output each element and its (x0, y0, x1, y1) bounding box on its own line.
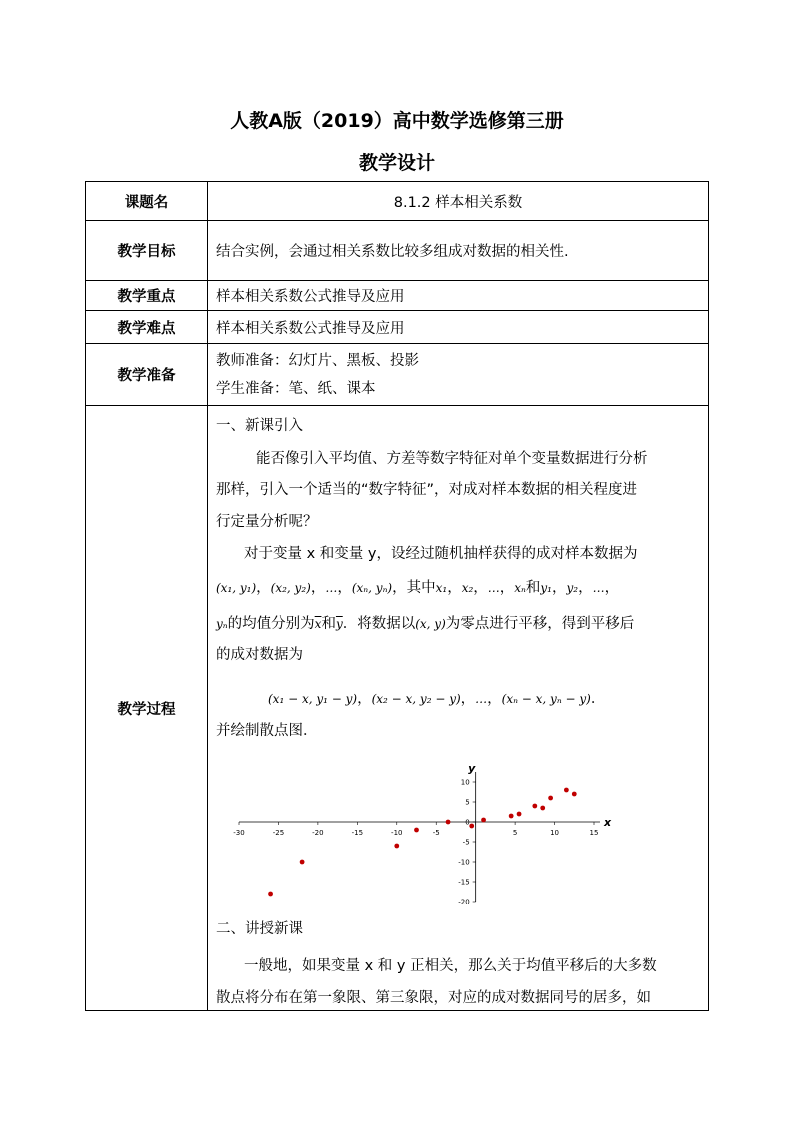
y-tick-label: -20 (458, 898, 470, 904)
y-tick-label: -10 (458, 858, 470, 867)
row-label: 教学过程 (86, 406, 208, 1011)
data-point (469, 824, 474, 829)
teacher-prep: 教师准备：幻灯片、黑板、投影 (216, 352, 419, 369)
section-heading: 二、讲授新课 (216, 921, 303, 937)
paragraph-line (216, 612, 634, 633)
lesson-table (85, 181, 709, 1011)
text-run: 和 (525, 580, 541, 596)
x-tick-label: -25 (272, 829, 285, 837)
shifted-data-formula: (x₁ − x, y₁ − y)，(x₂ − x, y₂ − y)，…，(xₙ − x, yₙ − y)． (268, 691, 606, 707)
math-ellipsis: … (325, 581, 338, 595)
data-point (268, 892, 273, 897)
math-ellipsis: … (592, 581, 605, 595)
data-point (564, 788, 569, 793)
paragraph-line: 一般地，如果变量 x 和 y 正相关，那么关于均值平移后的大多数 (244, 958, 657, 974)
row-label: 教学准备 (86, 344, 208, 406)
data-point (414, 828, 419, 833)
paragraph-line: 行定量分析呢？ (216, 514, 318, 530)
data-point (517, 812, 522, 817)
math-pair: (x₁ − x, y₁ − y) (268, 692, 358, 706)
teaching-goal: 结合实例，会通过相关系数比较多组成对数据的相关性. (208, 221, 709, 281)
teaching-preparation (208, 344, 709, 406)
table-row (86, 406, 709, 1011)
y-tick-label: 5 (465, 798, 470, 807)
y-axis-label: y (468, 764, 476, 775)
paragraph-line: (x₁, y₁)，(x₂, y₂)，…，(xₙ, yₙ)，其中x₁，x₂，…，xₙ和y₁，y₂，…， (216, 580, 620, 596)
math-pair: (xₙ − x, yₙ − y) (501, 692, 591, 706)
y-tick-label: -15 (458, 878, 470, 887)
paragraph-line: 对于变量 x 和变量 y，设经过随机抽样获得的成对样本数据为 (244, 546, 638, 562)
section-heading: 一、新课引入 (216, 418, 303, 434)
data-point (509, 814, 514, 819)
table-row (86, 311, 709, 344)
row-label: 教学难点 (86, 311, 208, 344)
row-label: 教学重点 (86, 281, 208, 311)
text-run: 为零点进行平移，得到平移后 (445, 616, 635, 632)
math-var: x₂ (461, 581, 474, 595)
x-tick-label: 10 (550, 829, 560, 837)
table-row (86, 221, 709, 281)
math-var: y₁ (540, 581, 552, 595)
lesson-topic: 8.1.2 样本相关系数 (208, 182, 709, 221)
table-row (86, 281, 709, 311)
y-tick-label: -5 (462, 838, 470, 847)
text-run: 和 (321, 616, 336, 632)
math-var: yₙ (216, 617, 228, 631)
x-tick-label: 15 (589, 829, 599, 837)
y-tick-label: 10 (460, 778, 470, 787)
math-pair: (x₂ − x, y₂ − y) (371, 692, 461, 706)
table-row (86, 344, 709, 406)
math-center: (x, y) (415, 617, 446, 631)
data-point (446, 820, 451, 825)
x-tick-label: -10 (391, 829, 403, 837)
math-pair: (x₁, y₁) (216, 581, 257, 595)
y-tick-label: 0 (465, 818, 470, 827)
document-subtitle: 教学设计 (358, 152, 435, 174)
x-tick-label: -15 (351, 829, 364, 837)
paragraph-line: 并绘制散点图． (216, 723, 318, 739)
data-point (394, 844, 399, 849)
math-ellipsis: … (487, 581, 500, 595)
data-point (532, 804, 537, 809)
row-label: 课题名 (86, 182, 208, 221)
math-ellipsis: … (475, 692, 488, 706)
text-run: 的均值分别为 (227, 616, 315, 632)
teaching-process (208, 406, 709, 1011)
math-xbar: $\overline{x}$ (314, 617, 322, 631)
document-title: 人教A版（2019）高中数学选修第三册 (230, 110, 564, 132)
data-point (572, 792, 577, 797)
text-run: ．将数据以 (342, 616, 416, 632)
math-var: xₙ (514, 581, 526, 595)
math-pair: (xₙ, yₙ) (351, 581, 393, 595)
x-axis-label: x (604, 816, 612, 829)
table-row (86, 182, 709, 221)
data-point (300, 860, 305, 865)
student-prep: 学生准备：笔、纸、课本 (216, 380, 376, 397)
paragraph-line: 能否像引入平均值、方差等数字特征对单个变量数据进行分析 (256, 451, 648, 467)
data-point (481, 818, 486, 823)
x-tick-label: -30 (233, 829, 245, 837)
row-label: 教学目标 (86, 221, 208, 281)
math-pair: (x₂, y₂) (270, 581, 311, 595)
math-ybar: $\overline{y}$ (335, 617, 343, 631)
x-tick-label: -5 (432, 829, 440, 837)
scatter-plot (222, 764, 622, 904)
paragraph-line: 那样，引入一个适当的“数字特征”，对成对样本数据的相关程度进 (216, 482, 638, 498)
x-tick-label: -20 (312, 829, 324, 837)
paragraph-line: 散点将分布在第一象限、第三象限，对应的成对数据同号的居多，如 (216, 990, 651, 1006)
data-point (548, 796, 553, 801)
teaching-focus: 样本相关系数公式推导及应用 (208, 281, 709, 311)
teaching-difficulty: 样本相关系数公式推导及应用 (208, 311, 709, 344)
paragraph-line: 的成对数据为 (216, 647, 303, 663)
x-tick-label: 5 (512, 829, 518, 837)
math-var: y₂ (566, 581, 579, 595)
math-var: x₁ (435, 581, 448, 595)
data-point (540, 806, 545, 811)
text-run: ，其中 (392, 580, 436, 596)
